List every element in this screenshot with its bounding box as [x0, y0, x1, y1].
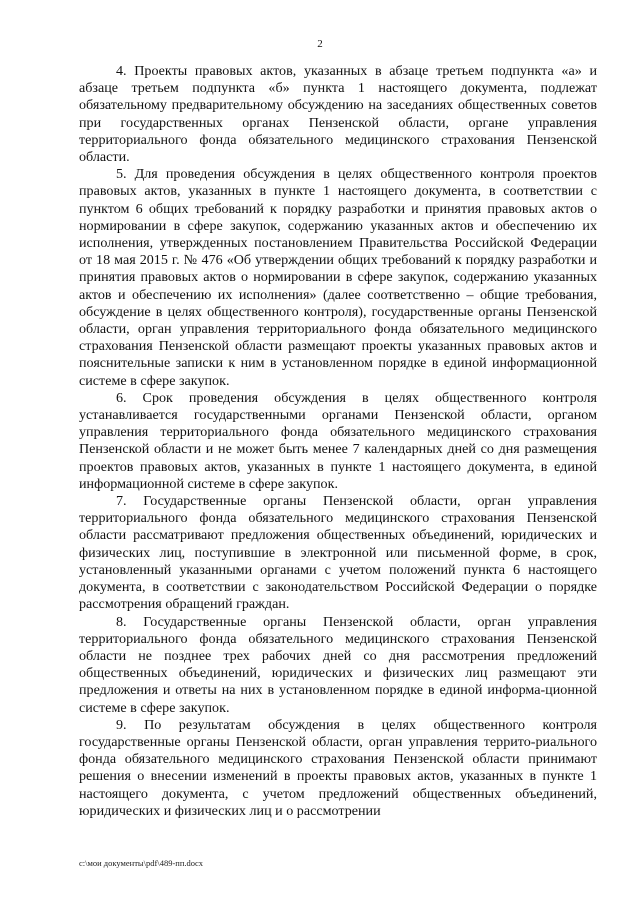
paragraph-4: 4. Проекты правовых актов, указанных в абзаце третьем подпункта «а» и абзаце третьем подпункта «б» пункта 1 настоящего документа, подлежат обязательному предварительному обсуждению на заседаниях общественных советов при государственных органах Пензенской области, органе управления территориального фонда обязательного медицинского страхования Пензенской области.	[79, 63, 597, 166]
paragraph-6: 6. Срок проведения обсуждения в целях общественного контроля устанавливается государственными органами Пензенской области, органом управления территориального фонда обязательного медицинского страхования Пензенской области и не может быть менее 7 календарных дней со дня размещения проектов правовых актов, указанных в пункте 1 настоящего документа, в единой информационной системе в сфере закупок.	[79, 389, 597, 492]
paragraph-5: 5. Для проведения обсуждения в целях общественного контроля проектов правовых актов, указанных в пункте 1 настоящего документа, в соответствии с пунктом 6 общих требований к порядку разработки и принятия правовых актов о нормировании в сфере закупок, содержанию указанных актов и обеспечению их исполнения, утвержденных постановлением Правительства Российской Федерации от 18 мая 2015 г. № 476 «Об утверждении общих требований к порядку разработки и принятия правовых актов о нормировании в сфере закупок, содержанию указанных актов и обеспечению их исполнения» (далее соответственно – общие требования, обсуждение в целях общественного контроля), государственные органы Пензенской области, орган управления территориального фонда обязательного медицинского страхования Пензенской области размещают проекты указанных правовых актов и пояснительные записки к ним в установленном порядке в единой информационной системе в сфере закупок.	[79, 166, 597, 389]
paragraph-9: 9. По результатам обсуждения в целях общественного контроля государственные органы Пензенской области, орган управления террито-риального фонда обязательного медицинского страхования Пензенской области принимают решения о внесении изменений в проекты правовых актов, указанных в пункте 1 настоящего документа, с учетом предложений общественных объединений, юридических и физических лиц и о рассмотрении	[79, 716, 597, 819]
page-number: 2	[317, 38, 323, 50]
document-body	[79, 63, 597, 820]
file-path-footer: c:\мои документы\pdf\489-пп.docx	[79, 858, 204, 868]
paragraph-8: 8. Государственные органы Пензенской области, орган управления территориального фонда обязательного медицинского страхования Пензенской области не позднее трех рабочих дней со дня рассмотрения предложений общественных объединений, юридических и физических лиц размещают эти предложения и ответы на них в установленном порядке в единой информа-ционной системе в сфере закупок.	[79, 613, 597, 716]
paragraph-7: 7. Государственные органы Пензенской области, орган управления территориального фонда обязательного медицинского страхования Пензенской области рассматривают предложения общественных объединений, юридических и физических лиц, поступившие в электронной или письменной форме, в срок, установленный указанными органами с учетом положений пункта 6 настоящего документа, в соответствии с законодательством Российской Федерации о порядке рассмотрения обращений граждан.	[79, 493, 597, 613]
